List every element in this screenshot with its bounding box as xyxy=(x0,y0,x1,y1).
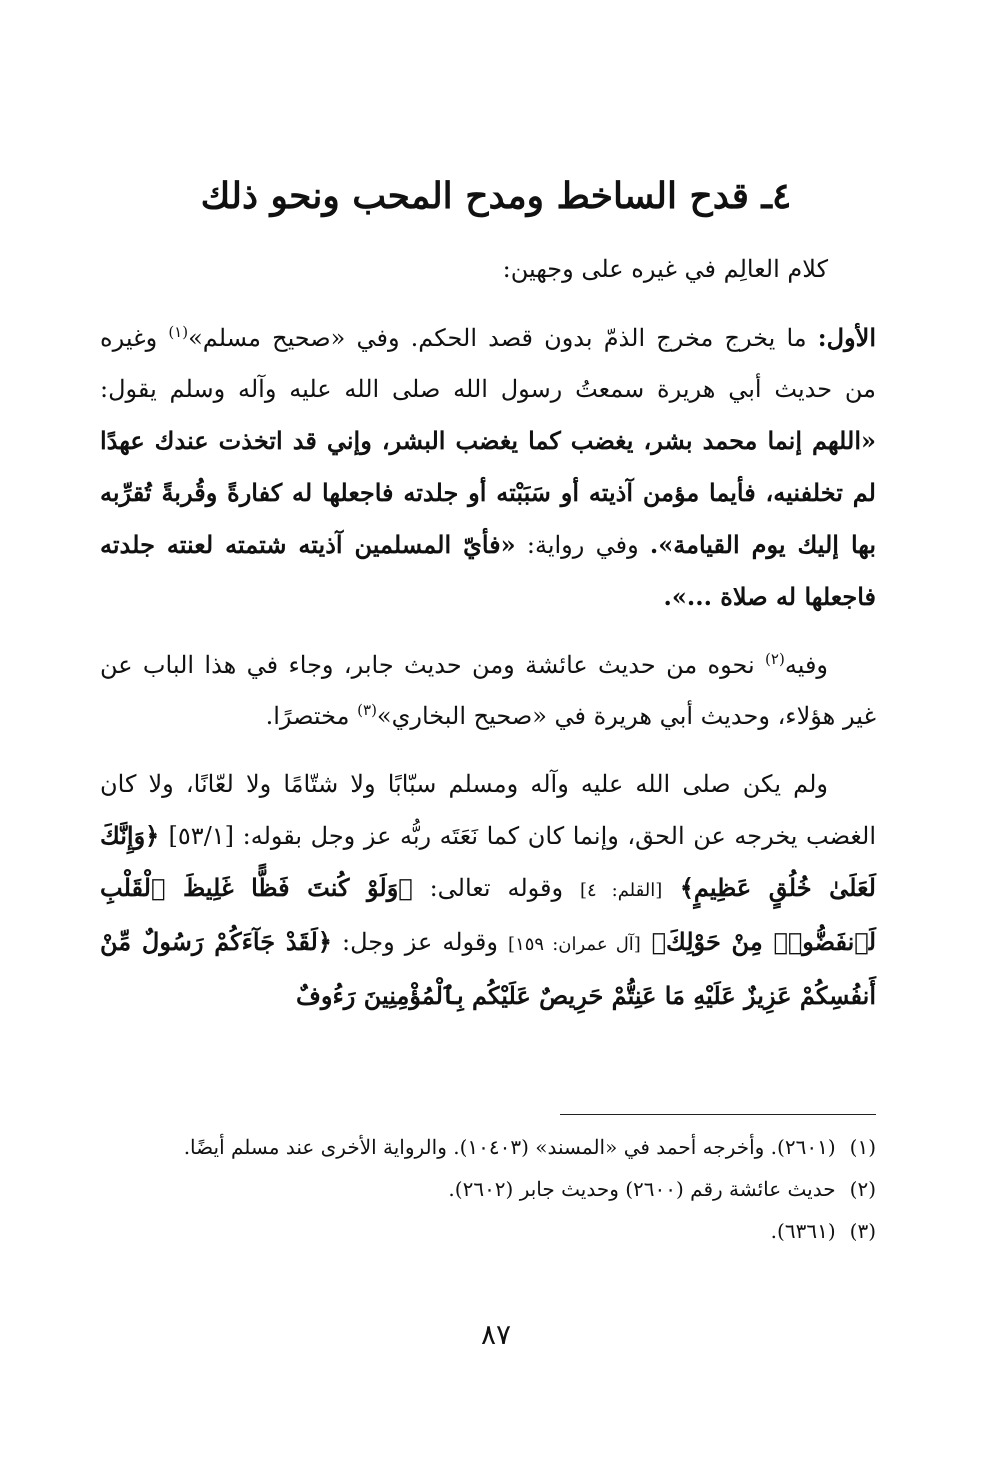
paragraph-3-text-c: وقوله عز وجل: xyxy=(331,928,509,956)
verse-citation-2: [آل عمران: ١٥٩] xyxy=(508,934,641,955)
paragraph-1-text-a: ما يخرج مخرج الذمّ بدون قصد الحكم. وفي «صحيح مسلم» xyxy=(188,324,818,352)
quran-verse-1: ﴿وَإِنَّكَ لَعَلَىٰ خُلُقٍ عَظِيمٍ﴾ xyxy=(100,821,876,902)
footnote-number: (٣) xyxy=(849,1219,876,1243)
footnote-item xyxy=(100,1126,876,1168)
paragraph-2-text-b: نحوه من حديث عائشة ومن حديث جابر، وجاء في هذا الباب عن غير هؤلاء، وحديث أبي هريرة في «صحيح البخاري» xyxy=(100,651,876,730)
footnote-ref-2[interactable]: (٢) xyxy=(765,650,785,668)
footnote-item xyxy=(100,1210,876,1252)
paragraph-2-text-a: وفيه xyxy=(784,651,828,679)
paragraph-1 xyxy=(100,312,876,623)
paragraph-3-text-a: ولم يكن صلى الله عليه وآله ومسلم سبّابًا ولا شتّامًا ولا لعّانًا، ولا كان الغضب يخرجه عن الحق، وإنما كان كما نَعَتَه ربُّه عز وجل بقوله: xyxy=(100,770,876,850)
footnote-ref-3[interactable]: (٣) xyxy=(357,701,377,719)
footnote-text: (٢٦٠١). وأخرجه أحمد في «المسند» (١٠٤٠٣). والرواية الأخرى عند مسلم أيضًا. xyxy=(183,1135,836,1159)
footnote-divider xyxy=(560,1114,876,1115)
page-reference: [٥٣/١] xyxy=(168,822,235,850)
footnote-item xyxy=(100,1168,876,1210)
footnote-number: (٢) xyxy=(849,1177,876,1201)
quran-verse-2: ﴿وَلَوْ كُنتَ فَظًّا غَلِيظَ ٱلْقَلْبِ لَٱنفَضُّوا۟ مِنْ حَوْلِكَ﴾ xyxy=(100,873,877,956)
paragraph-1-text-b: وغيره من حديث أبي هريرة سمعتُ رسول الله صلى الله عليه وآله وسلم يقول: xyxy=(100,324,876,403)
footnote-text: حديث عائشة رقم (٢٦٠٠) وحديث جابر (٢٦٠٢). xyxy=(448,1177,836,1201)
intro-line: كلام العالِم في غيره على وجهين: xyxy=(502,255,828,283)
verse-citation-1: [القلم: ٤] xyxy=(579,880,663,901)
footnote-ref-1[interactable]: (١) xyxy=(168,323,189,341)
footnote-number: (١) xyxy=(849,1135,876,1159)
paragraph-3-text-b: وقوله تعالى: xyxy=(412,874,580,902)
hadith-quote: «اللهم إنما محمد بشر، يغضب كما يغضب البشر، وإني قد اتخذت عندك عهدًا لم تخلفنيه، فأيما مؤمن آذيته أو سَبَبْته أو جلدته فاجعلها له كفارةً وقُربةً تُقرِّبه بها إليك يوم القيامة». xyxy=(100,426,876,559)
footnotes xyxy=(100,1126,876,1252)
hadith-variant-quote: «فأيّ المسلمين آذيته شتمته لعنته جلدته فاجعلها له صلاة ...». xyxy=(100,530,876,611)
paragraph-2-text-c: مختصرًا. xyxy=(265,702,358,730)
paragraph-1-text-c: وفي رواية: xyxy=(515,531,650,559)
first-type-label: الأول: xyxy=(817,323,876,352)
paragraph-3 xyxy=(100,759,876,1022)
main-text xyxy=(100,244,876,1022)
quran-verse-3: ﴿لَقَدْ جَآءَكُمْ رَسُولٌ مِّنْ أَنفُسِكُمْ عَزِيزٌ عَلَيْهِ مَا عَنِتُّمْ حَرِيصٌ عَلَيْكُم بِٱلْمُؤْمِنِينَ رَءُوفٌ xyxy=(100,927,876,1010)
footnote-text: (٦٣٦١). xyxy=(770,1219,836,1243)
page-number: ٨٧ xyxy=(480,1318,512,1351)
section-heading: ٤ـ قدح الساخط ومدح المحب ونحو ذلك xyxy=(200,175,792,217)
paragraph-2 xyxy=(100,640,876,742)
